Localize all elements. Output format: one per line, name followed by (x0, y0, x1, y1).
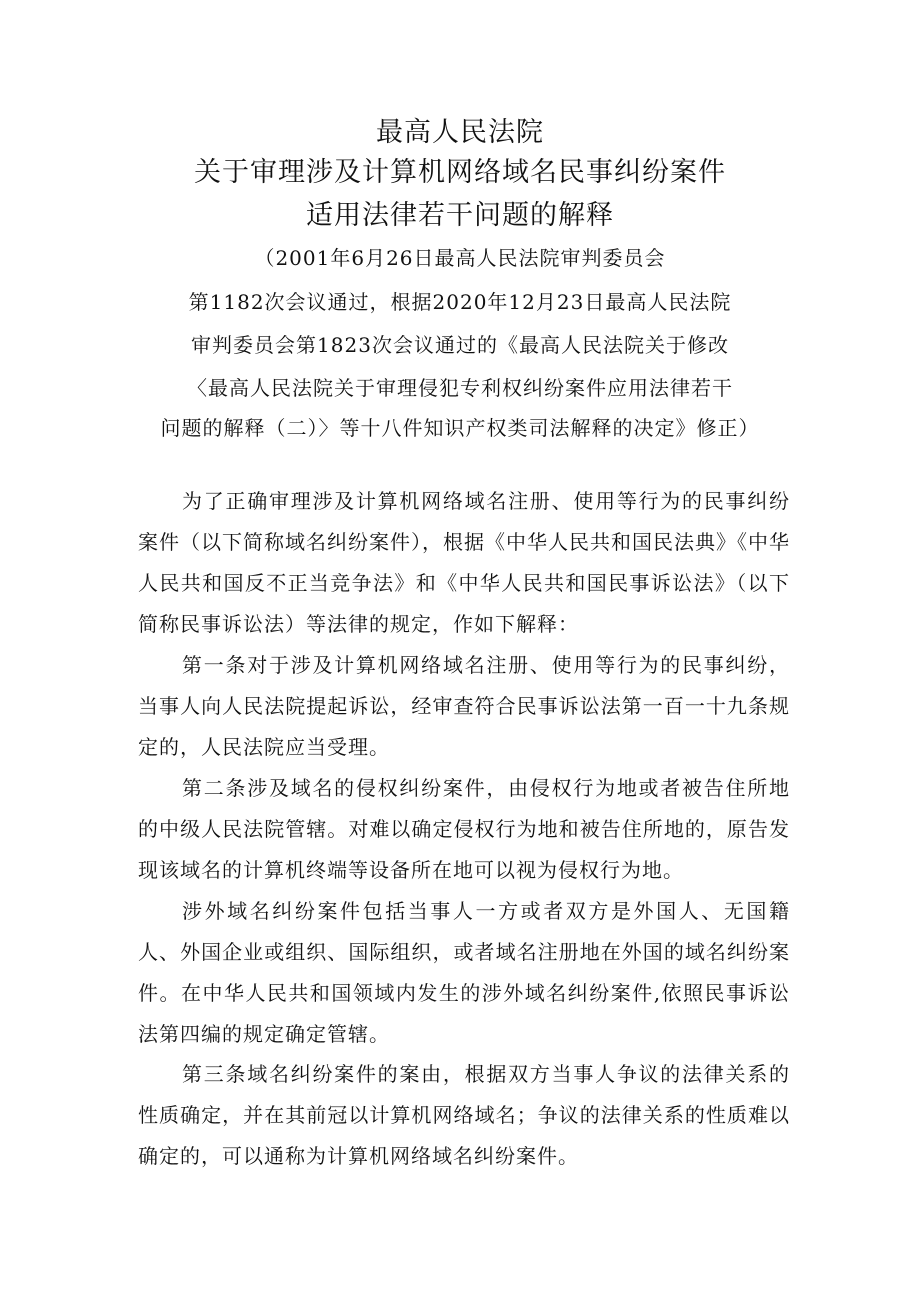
adoption-note-line: （2001年6月26日最高人民法院审判委员会 (254, 246, 666, 270)
article-2-foreign-paragraph: 涉外域名纠纷案件包括当事人一方或者双方是外国人、无国籍人、外国企业或组织、国际组织，或者域名注册地在外国的域名纠纷案件。在中华人民共和国领域内发生的涉外域名纠纷案件,依照民事诉讼法第四编的规定确定管辖。 (138, 899, 790, 1046)
document-title-main: 关于审理涉及计算机网络域名民事纠纷案件 (194, 157, 726, 188)
document-title-issuer: 最高人民法院 (376, 117, 544, 148)
adoption-note-line: 第1182次会议通过，根据2020年12月23日最高人民法院 (188, 290, 732, 314)
article-2-paragraph: 第二条涉及域名的侵权纠纷案件，由侵权行为地或者被告住所地的中级人民法院管辖。对难以确定侵权行为地和被告住所地的，原告发现该域名的计算机终端等设备所在地可以视为侵权行为地。 (138, 776, 790, 882)
article-1-paragraph: 第一条对于涉及计算机网络域名注册、使用等行为的民事纠纷，当事人向人民法院提起诉讼，经审查符合民事诉讼法第一百一十九条规定的，人民法院应当受理。 (138, 653, 790, 759)
adoption-note-line: 审判委员会第1823次会议通过的《最高人民法院关于修改 (191, 333, 729, 357)
adoption-note-line: 问题的解释（二）〉等十八件知识产权类司法解释的决定》修正） (160, 416, 760, 440)
adoption-note-line: 〈最高人民法院关于审理侵犯专利权纠纷案件应用法律若干 (187, 376, 733, 400)
preamble-paragraph: 为了正确审理涉及计算机网络域名注册、使用等行为的民事纠纷案件（以下简称域名纠纷案件），根据《中华人民共和国民法典》《中华人民共和国反不正当竞争法》和《中华人民共和国民事诉讼法》（以下简称民事诉讼法）等法律的规定，作如下解释： (138, 489, 790, 636)
article-3-paragraph: 第三条域名纠纷案件的案由，根据双方当事人争议的法律关系的性质确定，并在其前冠以计算机网络域名；争议的法律关系的性质难以确定的，可以通称为计算机网络域名纠纷案件。 (138, 1062, 790, 1168)
document-title-subtitle: 适用法律若干问题的解释 (306, 200, 614, 231)
